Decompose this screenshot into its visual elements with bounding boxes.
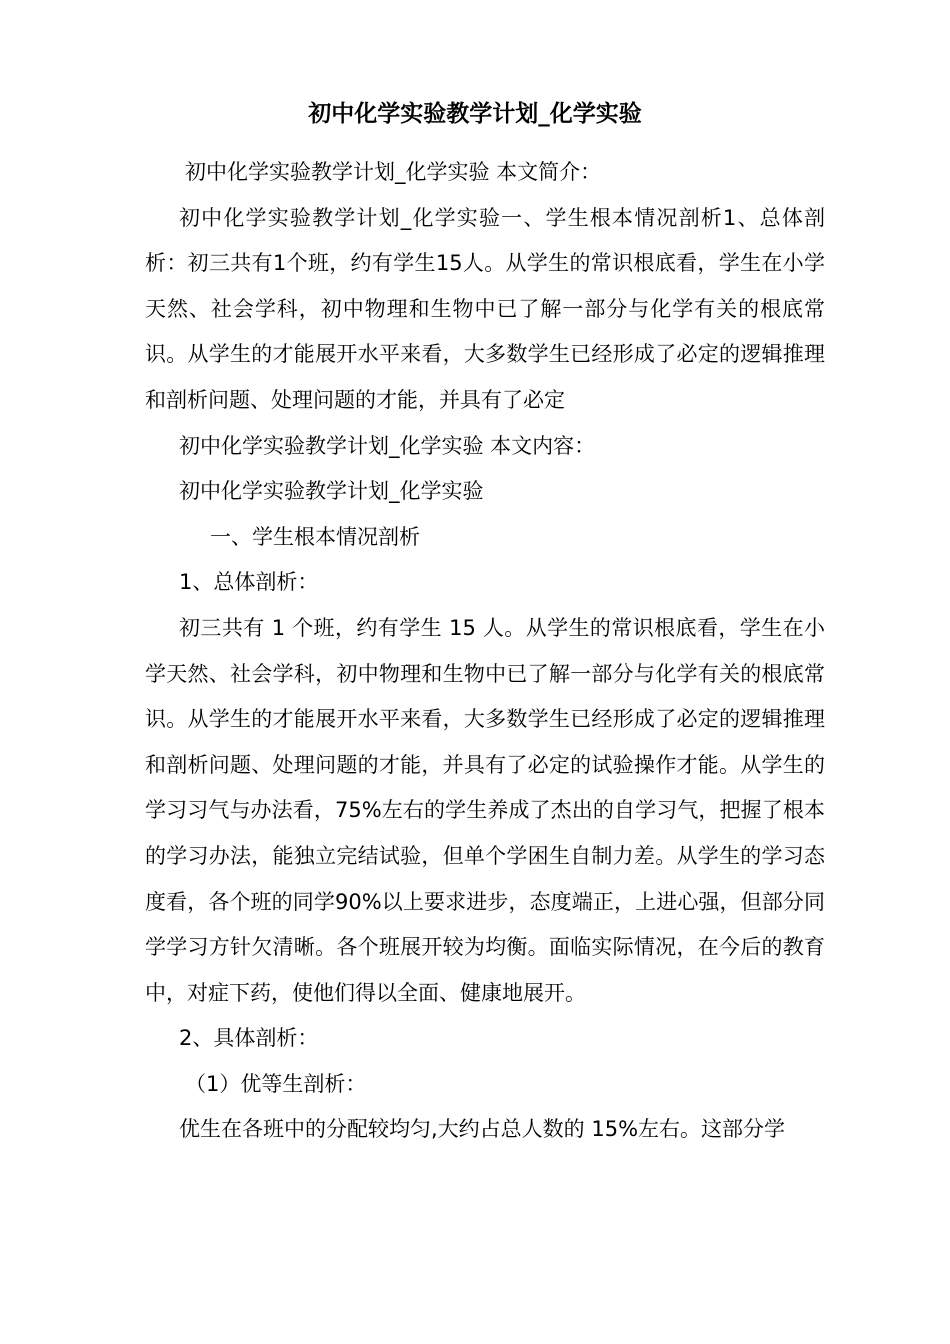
summary-paragraph: 初中化学实验教学计划_化学实验一、学生根本情况剖析1、总体剖析：初三共有1个班，约有学生15人。从学生的常识根底看，学生在小学天然、社会学科，初中物理和生物中已了解一部分与化学有关的根底常识。从学生的才能展开水平来看，大多数学生已经形成了必定的逻辑推理和剖析问题、处理问题的才能，并具有了必定 [145,205,825,412]
subsection-heading-top-students: （1）优等生剖析： [185,1071,367,1096]
document-title: 初中化学实验教学计划_化学实验 [308,101,642,127]
section-heading-1: 一、学生根本情况剖析 [210,524,420,549]
content-heading: 初中化学实验教学计划_化学实验 本文内容： [179,433,596,458]
summary-heading: 初中化学实验教学计划_化学实验 本文简介： [185,160,602,184]
document-body [145,150,825,1153]
overall-analysis-paragraph: 初三共有 1 个班，约有学生 15 人。从学生的常识根底看，学生在小学天然、社会学科，初中物理和生物中已了解一部分与化学有关的根底常识。从学生的才能展开水平来看，大多数学生已经形成了必定的逻辑推理和剖析问题、处理问题的才能，并具有了必定的试验操作才能。从学生的学习习气与办法看，75%左右的学生养成了杰出的自学习气，把握了根本的学习办法，能独立完结试验，但单个学困生自制力差。从学生的学习态度看，各个班的同学90%以上要求进步，态度端正，上进心强，但部分同学学习方针欠清晰。各个班展开较为均衡。面临实际情况，在今后的教育中，对症下药，使他们得以全面、健康地展开。 [145,615,825,1005]
subsection-heading-detail: 2、具体剖析： [179,1026,319,1051]
top-students-paragraph: 优生在各班中的分配较均匀,大约占总人数的 15%左右。这部分学 [179,1117,786,1142]
subsection-heading-overall: 1、总体剖析： [179,570,319,595]
content-title-line: 初中化学实验教学计划_化学实验 [179,479,484,504]
